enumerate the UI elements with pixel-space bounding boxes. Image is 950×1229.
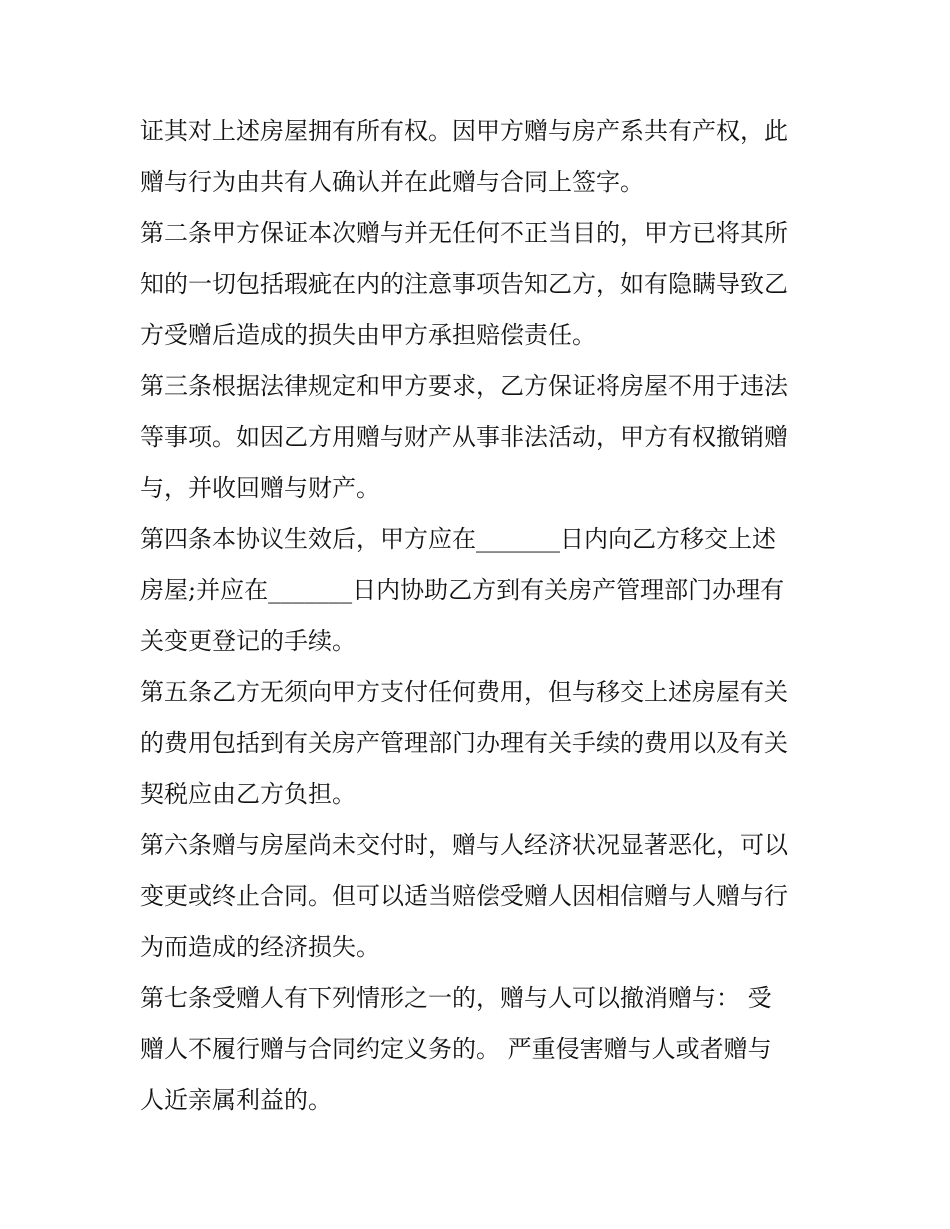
text-line: 人近亲属利益的。	[140, 1086, 332, 1114]
text-line: 第七条受赠人有下列情形之一的，赠与人可以撤消赠与： 受	[140, 984, 772, 1012]
text-line: 第二条甲方保证本次赠与并无任何不正当目的，甲方已将其所	[140, 219, 788, 247]
text-line: 关变更登记的手续。	[140, 627, 356, 655]
text-line: 赠与行为由共有人确认并在此赠与合同上签字。	[140, 168, 644, 196]
text-line: 的费用包括到有关房产管理部门办理有关手续的费用以及有关	[140, 729, 788, 757]
text-line: 第五条乙方无须向甲方支付任何费用，但与移交上述房屋有关	[140, 678, 788, 706]
text-line: 为而造成的经济损失。	[140, 933, 380, 961]
text-line: 变更或终止合同。但可以适当赔偿受赠人因相信赠与人赠与行	[140, 882, 788, 910]
text-line: 房屋;并应在_______日内协助乙方到有关房产管理部门办理有	[140, 576, 785, 604]
text-line: 第三条根据法律规定和甲方要求，乙方保证将房屋不用于违法	[140, 372, 788, 400]
text-line: 第六条赠与房屋尚未交付时，赠与人经济状况显著恶化，可以	[140, 831, 788, 859]
text-line: 方受赠后造成的损失由甲方承担赔偿责任。	[140, 321, 596, 349]
text-line: 知的一切包括瑕疵在内的注意事项告知乙方，如有隐瞒导致乙	[140, 270, 788, 298]
text-line: 赠人不履行赠与合同约定义务的。 严重侵害赠与人或者赠与	[140, 1035, 772, 1063]
text-line: 契税应由乙方负担。	[140, 780, 356, 808]
text-line: 与，并收回赠与财产。	[140, 474, 380, 502]
text-line: 第四条本协议生效后，甲方应在_______日内向乙方移交上述	[140, 525, 776, 553]
contract-body	[140, 106, 820, 1126]
text-line: 等事项。如因乙方用赠与财产从事非法活动，甲方有权撤销赠	[140, 423, 788, 451]
text-line: 证其对上述房屋拥有所有权。因甲方赠与房产系共有产权，此	[140, 117, 788, 145]
